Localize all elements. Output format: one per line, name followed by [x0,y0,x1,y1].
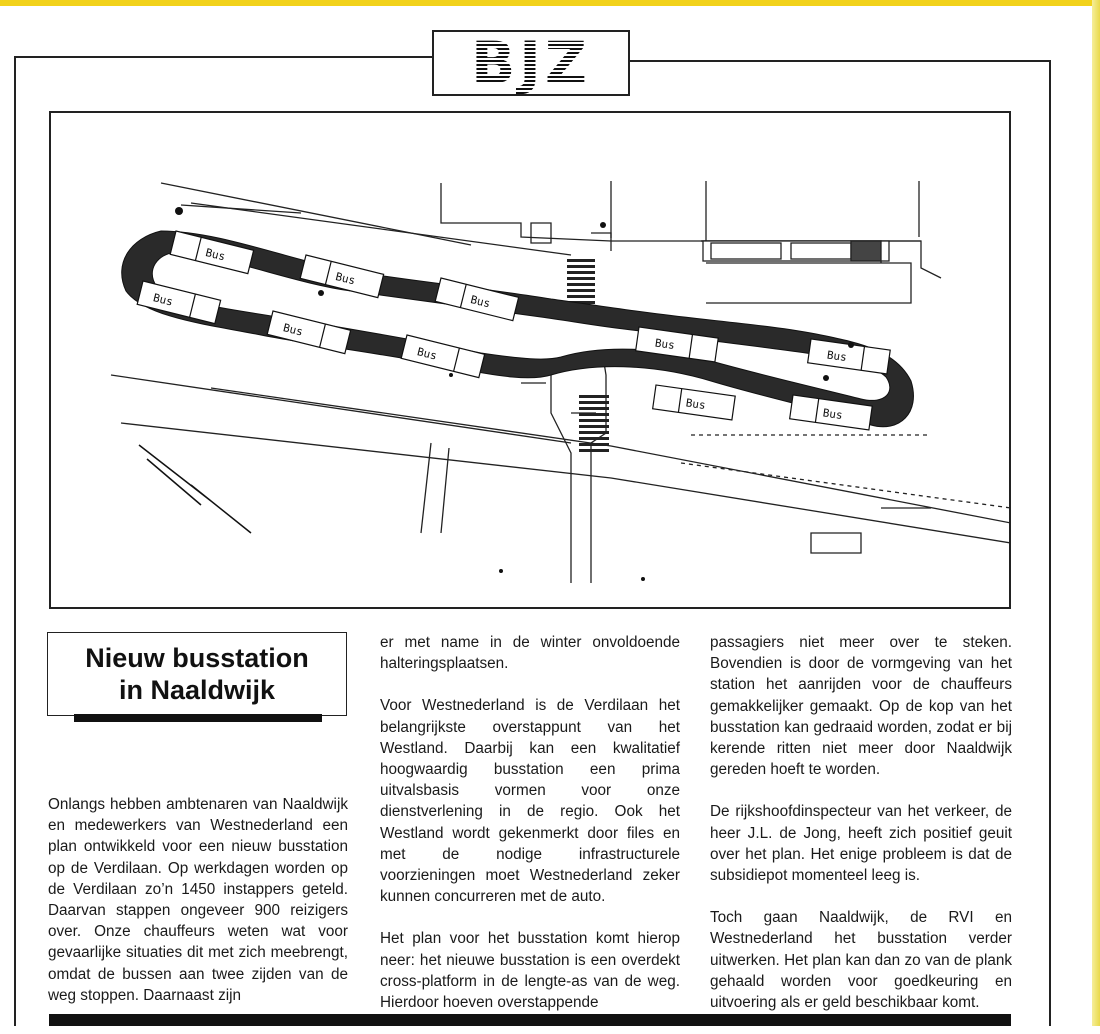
north-arrow-icon [139,445,251,533]
bus-label: Bus [684,396,707,413]
yellow-edge-top [0,0,1100,6]
frame-line-top-left [14,56,434,58]
bus-label: Bus [469,293,492,311]
bjz-logo [432,30,630,96]
bus-label: Bus [821,406,844,423]
paragraph: passagiers niet meer over te steken. Bovendien is door de vormgeving van het station het aanrijden voor de chauffeurs gemakkelijker gemaakt. Op de kop van het busstation kan gedraaid worden, zodat er bij kerende ritten niet meer door Naaldwijk gereden hoeft te worden. [710,634,1012,779]
paragraph: Onlangs hebben ambtenaren van Naaldwijk en medewerkers van Westnederland een plan ontwikkeld voor een nieuw busstation op de Verdilaan. Op werkdagen worden op de Verdilaan zo’n 1450 instappers geteld. Daarvan stappen ongeveer 900 reizigers over. Onze chauffeurs weten wat voor gevaarlijke situaties dit met zich meebrengt, omdat de bussen aan twee zijden van de weg stoppen. Daarnaast zijn [48,796,348,1004]
bus-label: Bus [654,336,676,353]
yellow-edge-right [1092,0,1100,1026]
paragraph: er met name in de winter onvoldoende halteringsplaatsen. [380,634,680,673]
paragraph: Toch gaan Naaldwijk, de RVI en Westnederland het busstation verder uitwerken. Het plan kan dan zo van de plank gehaald worden voor goedkeuring en uitvoering als er geld beschikbaar komt. [710,909,1012,1012]
bus-label: Bus [826,348,848,365]
paragraph: Voor Westnederland is de Verdilaan het belangrijkste overstappunt van het Westland. Daarbij kan een kwalitatief hoogwaardig busstation een prima uitvalsbasis vormen voor onze dienstverlening in de regio. Ook het Westland wordt gekenmerkt door files en met de nodige infrastructurele voorzieningen moet Westnederland zeker kunnen concurreren met de auto. [380,697,680,906]
site-plan-svg [51,113,1011,609]
bus-label: Bus [415,345,439,363]
article-column-1 [48,794,348,1027]
bus-label: Bus [281,321,305,339]
bus-label: Bus [334,270,357,288]
busstation-plan-drawing [49,111,1011,609]
paragraph: Het plan voor het busstation komt hierop neer: het nieuwe busstation is een overdekt cross-platform in de lengte-as van de weg. Hierdoor hoeven overstappende [380,930,680,1012]
frame-line-top-right [630,60,1051,62]
paragraph: De rijkshoofdinspecteur van het verkeer, de heer J.L. de Jong, heeft zich positief geuit over het plan. Het enige probleem is dat de subsidiepot momenteel leeg is. [710,803,1012,885]
article-column-3 [710,632,1012,1034]
frame-line-left [14,56,16,1026]
article-title: Nieuw busstation in Naaldwijk [85,643,309,705]
bus-label: Bus [151,291,175,309]
frame-line-right [1049,60,1051,1026]
logo-text: BJZ [434,32,628,94]
title-box-shadow [74,714,322,722]
article-title-box [47,632,347,716]
article-column-2 [380,632,680,1034]
bus-label: Bus [204,246,227,264]
bottom-rule [49,1014,1011,1026]
